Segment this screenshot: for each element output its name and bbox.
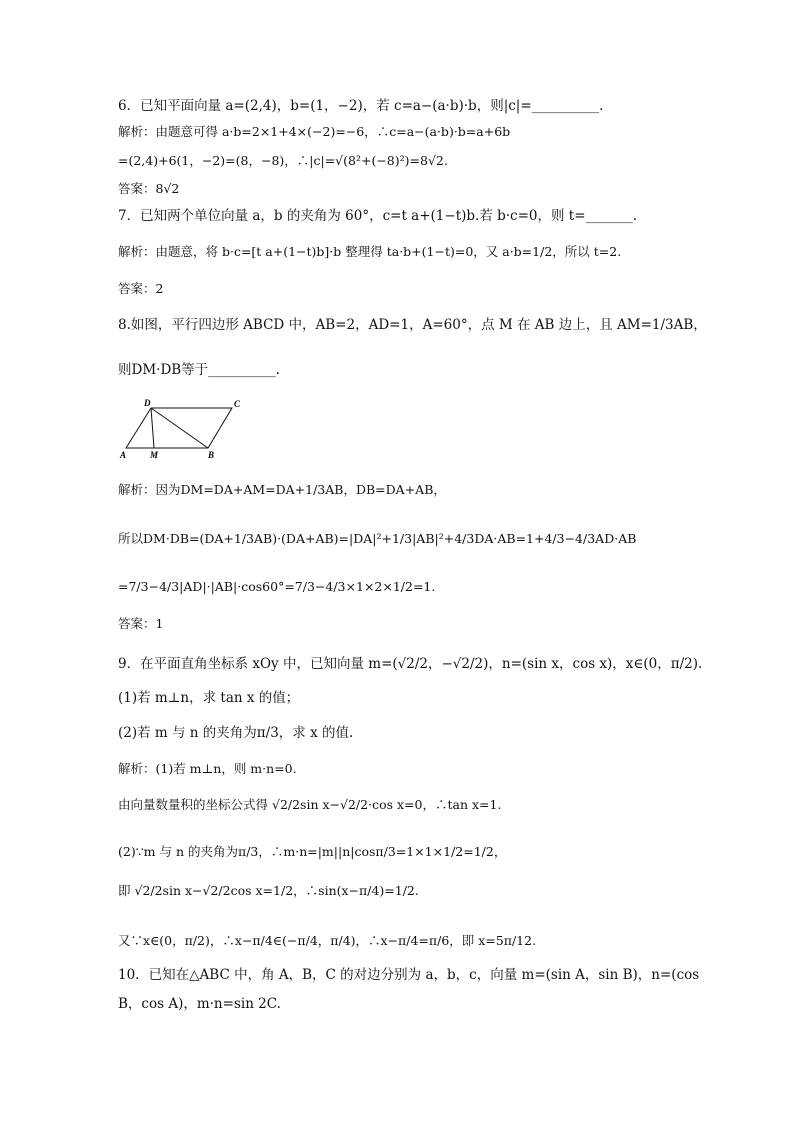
parallelogram-figure [114,396,254,462]
problem-9-analysis-line4: 即 √2/2sin x−√2/2cos x=1/2，∴sin(x−π/4)=1/2. [118,883,419,898]
problem-9-analysis-line3: (2)∵m 与 n 的夹角为π/3，∴m·n=|m||n|cosπ/3=1×1×1/2=1/2， [118,844,507,859]
problem-10-question-line1: 10．已知在△ABC 中，角 A，B，C 的对边分别为 a，b，c，向量 m=(sin A，sin B)，n=(cos [118,967,700,983]
segment-dm [151,408,154,448]
problem-9-analysis-line2: 由向量数量积的坐标公式得 √2/2sin x−√2/2·cos x=0，∴tan x=1. [118,797,502,812]
vertex-label-c: C [234,399,241,409]
vertex-label-m: M [150,450,159,460]
problem-6-analysis-line1: 解析：由题意可得 a·b=2×1+4×(−2)=−6，∴c=a−(a·b)·b=a+6b [118,124,511,139]
problem-9-analysis-line1: 解析：(1)若 m⊥n，则 m·n=0. [118,761,297,776]
vertex-label-d: D [144,398,151,408]
problem-7-question: 7．已知两个单位向量 a，b 的夹角为 60°，c=t a+(1−t)b.若 b·c=0，则 t=_______. [118,208,638,224]
problem-6-question: 6．已知平面向量 a=(2,4)，b=(1，−2)，若 c=a−(a·b)·b，则|c|=__________. [118,98,604,114]
problem-7-analysis: 解析：由题意，将 b·c=[t a+(1−t)b]·b 整理得 ta·b+(1−t)=0，又 a·b=1/2，所以 t=2. [118,244,622,259]
problem-6-answer: 答案：8√2 [118,181,180,196]
vertex-label-b: B [208,450,215,460]
problem-8-question-line2: 则DM·DB等于__________. [118,362,280,378]
problem-8-answer: 答案：1 [118,616,164,631]
problem-8-analysis-line3: =7/3−4/3|AD|·|AB|·cos60°=7/3−4/3×1×2×1/2=1. [118,579,436,594]
problem-8-analysis-line2: 所以DM·DB=(DA+1/3AB)·(DA+AB)=|DA|²+1/3|AB|²+4/3DA·AB=1+4/3−4/3AD·AB [118,531,637,546]
problem-9-part1: (1)若 m⊥n，求 tan x 的值； [118,690,300,706]
vertex-label-a: A [120,450,127,460]
problem-7-answer: 答案：2 [118,281,164,296]
problem-9-analysis-line5: 又∵x∈(0，π/2)，∴x−π/4∈(−π/4，π/4)，∴x−π/4=π/6，即 x=5π/12. [118,933,537,948]
problem-9-part2: (2)若 m 与 n 的夹角为π/3，求 x 的值. [118,725,354,741]
problem-8-question-line1: 8.如图，平行四边形 ABCD 中，AB=2，AD=1，A=60°，点 M 在 AB 边上，且 AM=1/3AB， [118,317,707,333]
problem-10-question-line2: B，cos A)，m·n=sin 2C. [118,996,281,1012]
problem-6-analysis-line2: =(2,4)+6(1，−2)=(8，−8)，∴|c|=√(8²+(−8)²)=8√2. [118,153,448,168]
problem-9-question: 9．在平面直角坐标系 xOy 中，已知向量 m=(√2/2，−√2/2)，n=(sin x，cos x)，x∈(0，π/2). [118,656,703,672]
problem-8-analysis-line1: 解析：因为DM=DA+AM=DA+1/3AB，DB=DA+AB， [118,482,446,497]
diagonal-db [151,408,208,448]
